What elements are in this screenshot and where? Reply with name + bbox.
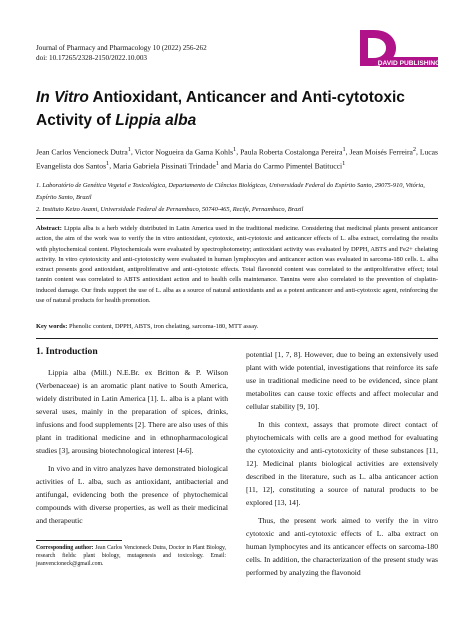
author-name: Jean Carlos Vencioneck Dutra: [36, 147, 128, 157]
journal-header: [36, 43, 207, 63]
keywords-label: Key words:: [36, 323, 68, 330]
publisher-logo: [340, 26, 440, 74]
body-paragraph: potential [1, 7, 8]. However, due to being an extensively used plant with wide potential, investigations that reinforce its safe use in traditional medicine need to be evidenced, since plant metabolites can cause toxic effects and affect molecular and cellular stability [9, 10].: [246, 350, 438, 411]
author-list: Jean Carlos Vencioneck Dutra$^1$, Victor Nogueira da Gama Kohls$^1$, Paula Roberta Costalonga Pereira$^1$, Jean Moisés Ferreira$^2$, Lucas Evangelista dos Santos$^1$, Maria Gabriela Pissinati Trindade$^1$ and Maria do Carmo Pimentel Batitucci$^1$: [36, 146, 439, 171]
author-name: Maria do Carmo Pimentel Batitucci: [233, 161, 343, 171]
footnote-text: Jean Carlos Vencioneck Dutra, Doctor in Plant Biology, research fields: plant biology, mutagenesis and toxicology. Email: jeanvencioneck@gmail.com.: [36, 545, 226, 567]
body-paragraph: Thus, the present work aimed to verify the in vitro cytotoxic and anti-cytotoxic effects of L. alba extract on human lymphocytes and its anticancer effects on sarcoma-180 cells. In addition, the characterization of the present study was performed by analyzing the flavonoid: [246, 516, 438, 577]
abstract-text: Lippia alba is a herb widely distributed in Latin America used in the traditional medicine. Considering that medicinal plants present anticancer action, the aim of the work was to verify the in vitro antioxidant, cytotoxic, anti-cytotoxic and anticancer effects of L. alba extract, correlating the results with phytochemical content. Phytochemicals were evaluated by spectrophotometry; antioxidant activity was evaluated by DPPH, ABTS and Fe2+ chelating activity. In vitro cytotoxicity and anti-cytotoxicity were evaluated in human lymphocytes and anticancer action was evaluated in sarcoma-180 cells. L. alba extract presents good antioxidant, antiproliferative and anti-cytotoxic effects. Total flavonoid content was correlated to the antiproliferative effect; total tannin content was correlated to ABTS antioxidant action and to health cells maintenance. Tannins were also correlated to the prevention of cisplatin-induced damage. Our finds support the use of L. alba as a source of natural antioxidants and as a potent anticancer and anti-cytotoxic agent, reinforcing the use of natural products for health promotion.: [36, 225, 438, 305]
footnote-label: Corresponding author:: [36, 545, 94, 551]
title-italic-part: In Vitro: [36, 89, 89, 106]
david-publishing-logo-icon: [340, 26, 440, 74]
author-name: Paula Roberta Costalonga Pereira: [240, 147, 343, 157]
footnote-rule: [36, 540, 122, 541]
divider-top: [36, 218, 438, 219]
journal-citation: Journal of Pharmacy and Pharmacology 10 (2022) 256-262: [36, 44, 207, 52]
keywords: [36, 322, 438, 332]
body-paragraph: Lippia alba (Mill.) N.E.Br. ex Britton & P. Wilson (Verbenaceae) is an aromatic plant native to South America, widely distributed in Latin America [1]. L. alba is a plant with several uses, mainly in the preparation of spices, drinks, infusions and food supplements [2]. There are also uses of this plant in traditional medicine and in ethnopharmacological studies [3], arousing biotechnological interest [4-6].: [36, 368, 228, 455]
title-line2-prefix: Activity of: [36, 112, 116, 129]
body-paragraph: In this context, assays that promote direct contact of phytochemicals with cells are a good method for evaluating the cytotoxicity and anti-cytotoxicity of these substances [11, 12]. Medicinal plants biological activities are extensively described in the literature, such as L. alba anticancer action [11, 12], constituting a source of natural products to be explored [13, 14].: [246, 420, 438, 507]
affiliation-1: 1. Laboratório de Genética Vegetal e Toxicológica, Departamento de Ciências Biológicas, Universidade Federal do Espírito Santo, 29075-910, Vitória, Espírito Santo, Brazil: [36, 182, 425, 202]
corresponding-author-footnote: [36, 544, 226, 568]
author-name: Lucas Evangelista dos Santos: [36, 147, 439, 171]
author-name: Jean Moisés Ferreira: [349, 147, 413, 157]
body-paragraph: In vivo and in vitro analyzes have demonstrated biological activities of L. alba, such as antioxidant, antibacterial and antifungal, evidencing both the presence of phytochemical compounds with diverse properties, as well as their medicinal and therapeutic: [36, 464, 228, 525]
affiliations: [36, 180, 438, 217]
abstract-label: Abstract:: [36, 225, 62, 232]
divider-bottom: [36, 338, 438, 339]
abstract: [36, 224, 438, 306]
affiliation-2: 2. Instituto Keizo Asami, Universidade Federal de Pernambuco, 50740-465, Recife, Pernambuco, Brazil: [36, 206, 304, 214]
author-name: Maria Gabriela Pissinati Trindade: [113, 161, 216, 171]
body-column-left: [36, 346, 228, 532]
title-species: Lippia alba: [115, 112, 197, 129]
author-name: Victor Nogueira da Gama Kohls: [134, 147, 234, 157]
title-rest: Antioxidant, Anticancer and Anti-cytotoxic: [88, 89, 405, 106]
keywords-text: Phenolic content, DPPH, ABTS, iron chelating, sarcoma-180, MTT assay.: [67, 323, 259, 330]
section-heading: 1. Introduction: [36, 346, 98, 357]
publisher-name: DAVID PUBLISHING: [377, 60, 440, 67]
paper-title: [36, 86, 436, 132]
journal-doi: doi: 10.17265/2328-2150/2022.10.003: [36, 54, 148, 62]
body-column-right: [246, 348, 438, 584]
